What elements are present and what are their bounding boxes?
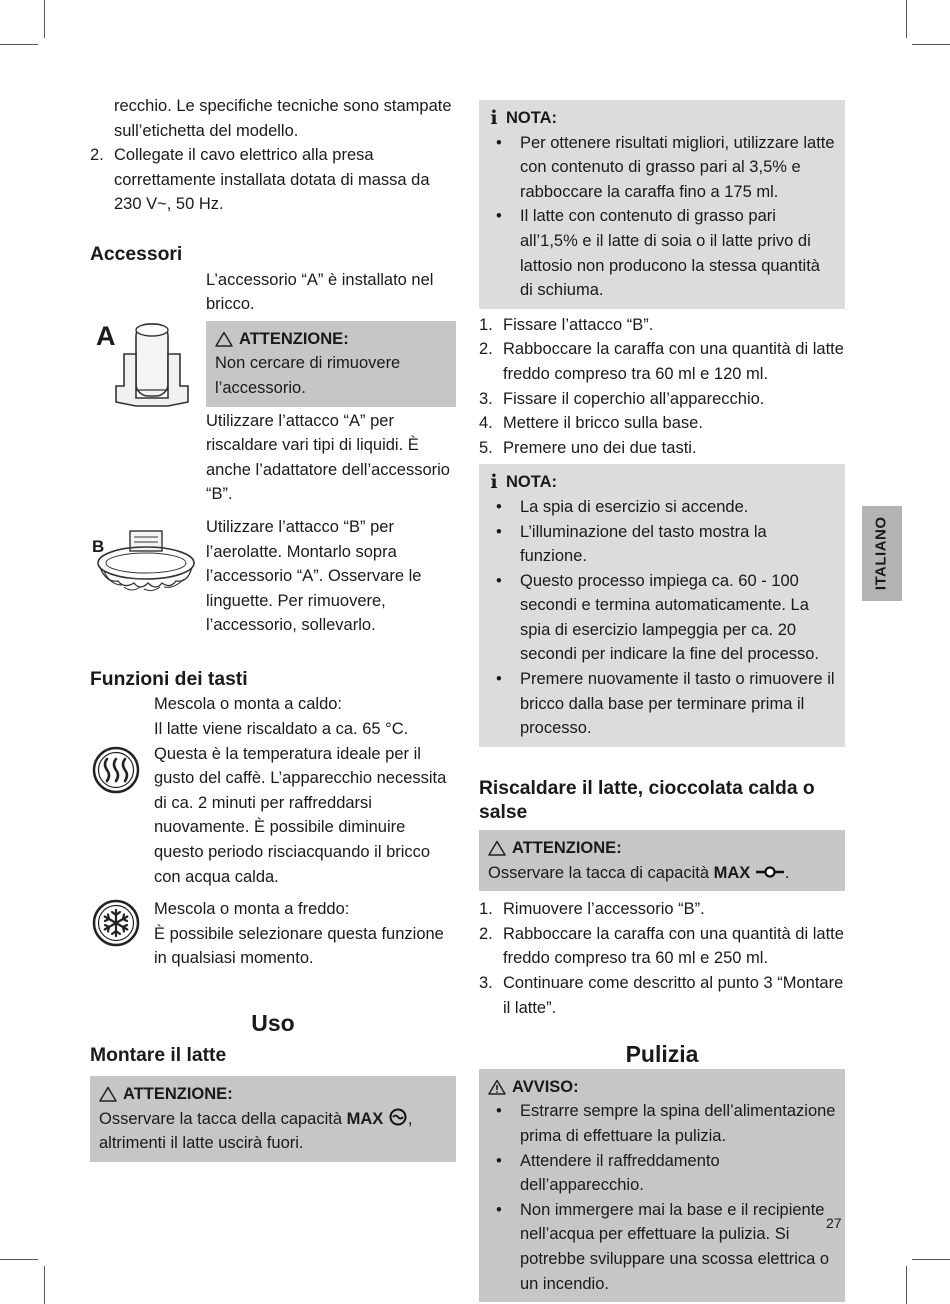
- crop-mark: [912, 1259, 950, 1260]
- cold-function-block: [90, 897, 456, 971]
- bullet: •: [496, 1200, 502, 1219]
- list-item: [488, 569, 836, 667]
- continued-line-2: sull’etichetta del modello.: [114, 121, 299, 140]
- item-number: 3.: [479, 389, 493, 408]
- bullet: •: [496, 670, 502, 689]
- max-line-mark-icon: [755, 865, 785, 879]
- list-item: [479, 387, 845, 412]
- item-number: 3.: [479, 974, 493, 992]
- accessory-a-block: [90, 268, 456, 507]
- bullet: •: [496, 571, 502, 590]
- hot-function-text: [154, 692, 456, 889]
- list-item-text: La spia di esercizio si accende.: [520, 497, 749, 516]
- accessory-a-text-block: [206, 268, 456, 507]
- list-item: [488, 667, 836, 741]
- froth-steps: [479, 313, 845, 461]
- item-number: 2.: [90, 146, 104, 165]
- accessory-a-use: Utilizzare l’attacco “A” per riscaldare vari tipi di liquidi. È anche l’adattatore dell’accessorio “B”.: [206, 411, 450, 504]
- list-item: [479, 971, 845, 1020]
- uso-heading: Uso: [251, 1010, 295, 1036]
- note-box: [479, 464, 845, 747]
- item-text: Fissare il coperchio all’apparecchio.: [503, 389, 765, 408]
- bullet: •: [496, 522, 502, 541]
- cold-title: Mescola o monta a freddo:: [154, 900, 350, 919]
- accessory-a-icon: [106, 320, 196, 420]
- attention-title-text: ATTENZIONE:: [123, 1085, 233, 1104]
- attention-box: [206, 321, 456, 407]
- pulizia-heading: Pulizia: [625, 1041, 699, 1068]
- continued-line-1: recchio. Le specifiche tecniche sono stampate: [114, 97, 452, 115]
- list-item: [479, 313, 845, 338]
- attention-text: Non cercare di rimuovere l’accessorio.: [215, 354, 401, 397]
- bullet: •: [496, 1102, 502, 1121]
- attention-box: [479, 830, 845, 891]
- riscaldare-heading: Riscaldare il latte, cioccolata calda o salse: [479, 777, 815, 824]
- accessory-a-figure: [90, 268, 206, 507]
- max-foam-mark-icon: [388, 1108, 408, 1126]
- item-number: 4.: [479, 414, 493, 433]
- item-number: 2.: [479, 924, 493, 943]
- continued-text: [90, 94, 456, 143]
- whisk-icon: [94, 527, 200, 597]
- item-text: Continuare come descritto al punto 3 “Montare il latte”.: [503, 974, 844, 1017]
- accessory-b-block: [90, 515, 456, 638]
- heat-waves-icon: [92, 746, 140, 794]
- language-tab: [862, 506, 902, 601]
- attention-text-post: .: [784, 863, 790, 882]
- right-column: [479, 100, 845, 1302]
- attention-text-post: , altrimenti il latte uscirà fuori.: [99, 1109, 413, 1153]
- item-number: 1.: [479, 315, 493, 334]
- hot-title: Mescola o monta a caldo:: [154, 695, 343, 714]
- item-text: Premere uno dei due tasti.: [503, 438, 697, 457]
- accessory-b-figure: [90, 515, 206, 605]
- list-item: [488, 520, 836, 569]
- warning-triangle-icon: [99, 1086, 117, 1102]
- snowflake-icon: [92, 899, 140, 947]
- list-item-text: Estrarre sempre la spina dell’alimentazione prima di effettuare la pulizia.: [520, 1102, 836, 1145]
- info-icon: i: [490, 471, 498, 494]
- accessory-b-label: B: [92, 536, 105, 556]
- item-number: 2.: [479, 340, 493, 359]
- item-text: Fissare l’attacco “B”.: [503, 315, 654, 334]
- warning-triangle-icon: [488, 840, 506, 856]
- list-item: [479, 436, 845, 461]
- list-item: [488, 131, 836, 205]
- item-text: Mettere il bricco sulla base.: [503, 414, 703, 433]
- item-text: Rimuovere l’accessorio “B”.: [503, 900, 705, 919]
- warning-title-text: AVVISO:: [512, 1077, 579, 1096]
- funzioni-heading: Funzioni dei tasti: [90, 668, 248, 690]
- list-item-text: Premere nuovamente il tasto o rimuovere il bricco dalla base per terminare prima il processo.: [520, 670, 835, 738]
- list-item: [479, 337, 845, 386]
- warning-title: [488, 1075, 836, 1100]
- list-item-text: Per ottenere risultati migliori, utilizzare latte con contenuto di grasso pari al 3,5% e rabboccare la caraffa fino a 175 ml.: [520, 133, 835, 201]
- montare-heading: Montare il latte: [90, 1044, 227, 1066]
- attention-text: [488, 861, 836, 886]
- language-tab-label: ITALIANO: [872, 516, 890, 591]
- item-number: 1.: [479, 900, 493, 919]
- hot-icon-wrap: [90, 692, 154, 889]
- note-title: [488, 106, 836, 131]
- note-list: [488, 495, 836, 741]
- attention-title-text: ATTENZIONE:: [239, 329, 349, 348]
- attention-box: [90, 1076, 456, 1162]
- attention-text: [99, 1107, 447, 1156]
- cold-text: È possibile selezionare questa funzione in qualsiasi momento.: [154, 924, 444, 968]
- bullet: •: [496, 207, 502, 226]
- list-item: [90, 143, 456, 217]
- crop-mark: [906, 0, 907, 38]
- cold-icon-wrap: [90, 897, 154, 971]
- heat-steps: [479, 897, 845, 1020]
- list-item: [488, 1149, 836, 1198]
- list-item-text: Non immergere mai la base e il recipiente nell’acqua per effettuare la pulizia. Si potrebbe sviluppare una scossa elettrica o un incendio.: [520, 1200, 830, 1293]
- list-item-text: L’illuminazione del tasto mostra la funzione.: [520, 522, 767, 566]
- bullet: •: [496, 1151, 502, 1170]
- crop-mark: [912, 44, 950, 45]
- warning-list: [488, 1099, 836, 1296]
- note-title-text: NOTA:: [506, 109, 558, 127]
- item-text: Rabboccare la caraffa con una quantità di latte freddo compreso tra 60 ml e 120 ml.: [503, 340, 844, 383]
- crop-mark: [906, 1266, 907, 1304]
- attention-title: [488, 836, 836, 861]
- attention-text-pre: Osservare la tacca di capacità: [488, 863, 714, 882]
- attention-text-pre: Osservare la tacca della capacità: [99, 1109, 347, 1128]
- item-text: Rabboccare la caraffa con una quantità di latte freddo compreso tra 60 ml e 250 ml.: [503, 924, 844, 968]
- accessory-b-text: Utilizzare l’attacco “B” per l’aerolatte. Montarlo sopra l’accessorio “A”. Osservare le linguette. Per rimuovere, l’accessorio, sollevarlo.: [206, 517, 422, 635]
- list-item-text: Il latte con contenuto di grasso pari all’1,5% e il latte di soia o il latte privo di lattosio non producono la stessa quantità di schiuma.: [520, 207, 820, 300]
- list-item: [479, 897, 845, 922]
- hot-function-block: [90, 692, 456, 889]
- hot-text: Il latte viene riscaldato a ca. 65 °C. Questa è la temperatura ideale per il gusto del caffè. L’apparecchio necessita di ca. 2 minuti per raffreddarsi nuovamente. È possibile diminuire questo periodo risciacquando il bricco con acqua calda.: [154, 720, 447, 886]
- crop-mark: [0, 1259, 38, 1260]
- max-label: MAX: [713, 863, 751, 882]
- note-title-text: NOTA:: [506, 473, 558, 492]
- accessori-heading: Accessori: [90, 243, 183, 265]
- accessory-a-label: A: [96, 320, 116, 351]
- list-item: [488, 495, 836, 520]
- bullet: •: [496, 497, 502, 516]
- warning-exclamation-icon: [488, 1079, 506, 1095]
- max-label: MAX: [346, 1109, 384, 1128]
- crop-mark: [44, 0, 45, 38]
- attention-title-text: ATTENZIONE:: [512, 839, 622, 858]
- info-icon: i: [490, 107, 498, 129]
- list-item-text: Questo processo impiega ca. 60 - 100 secondi e termina automaticamente. La spia di esercizio lampeggia per ca. 20 secondi per indicare la fine del processo.: [520, 571, 820, 664]
- note-list: [488, 131, 836, 303]
- page-number: 27: [826, 1215, 842, 1231]
- warning-box: [479, 1069, 845, 1302]
- crop-mark: [0, 44, 38, 45]
- list-item: [488, 1198, 836, 1296]
- attention-title: [99, 1082, 447, 1107]
- attention-title: [215, 327, 447, 352]
- list-item-text: Attendere il raffreddamento dell’apparecchio.: [520, 1151, 720, 1195]
- bullet: •: [496, 133, 502, 152]
- warning-triangle-icon: [215, 331, 233, 347]
- list-item: [488, 1099, 836, 1148]
- item-text: Collegate il cavo elettrico alla presa correttamente installata dotata di massa da 230 V~, 50 Hz.: [114, 146, 430, 214]
- crop-mark: [44, 1266, 45, 1304]
- left-column: [90, 94, 456, 1162]
- accessory-a-text: L’accessorio “A” è installato nel bricco.: [206, 270, 434, 314]
- list-item: [488, 204, 836, 302]
- list-item: [479, 922, 845, 971]
- install-steps: [90, 143, 456, 217]
- cold-function-text: [154, 897, 456, 971]
- list-item: [479, 411, 845, 436]
- note-title: [488, 470, 836, 495]
- item-number: 5.: [479, 438, 493, 457]
- note-box: [479, 100, 845, 309]
